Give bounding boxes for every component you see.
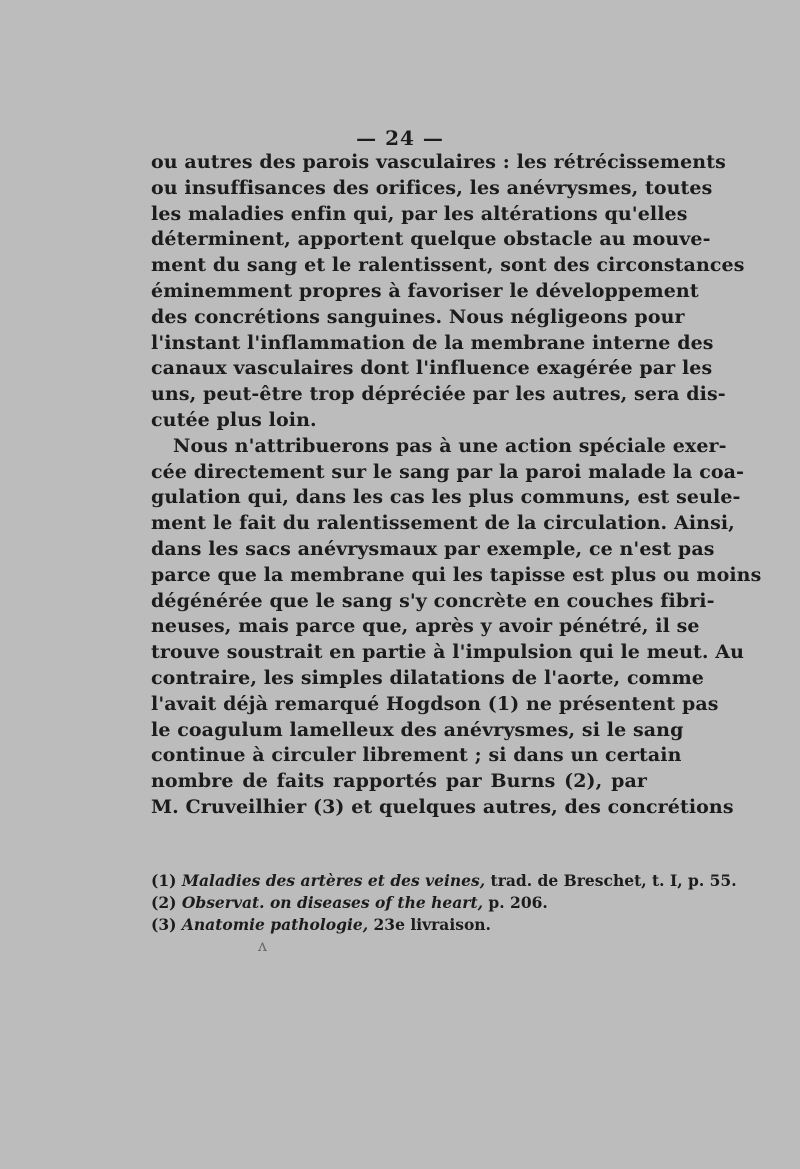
text-line: cutée plus loin.	[151, 408, 317, 431]
text-line: cée directement sur le sang par la paroi malade la coa-	[151, 460, 745, 483]
page-number: — 24 —	[356, 126, 444, 150]
text-line: parce que la membrane qui les tapisse est plus ou moins	[151, 563, 762, 586]
text-line: l'instant l'inflammation de la membrane interne des	[151, 331, 714, 354]
text-line: dans les sacs anévrysmaux par exemple, ce n'est pas	[151, 537, 715, 560]
text-line: ou insuffisances des orifices, les anévrysmes, toutes	[151, 176, 713, 199]
footnote-detail: trad. de Breschet, t. I, p. 55.	[485, 871, 737, 890]
footnote-number: (1)	[151, 871, 177, 890]
text-line: des concrétions sanguines. Nous négligeons pour	[151, 305, 685, 328]
text-line: ou autres des parois vasculaires : les rétrécissements	[151, 151, 726, 173]
text-line: contraire, les simples dilatations de l'aorte, comme	[151, 666, 704, 689]
text-line: nombre de faits rapportés par Burns (2), par	[151, 770, 647, 793]
text-line: uns, peut-être trop dépréciée par les autres, sera dis-	[151, 383, 726, 406]
text-line: dégénérée que le sang s'y concrète en couches fibri-	[151, 589, 715, 612]
footnote	[151, 914, 647, 936]
footnote-title: Observat. on diseases of the heart,	[181, 893, 484, 912]
text-line: gulation qui, dans les cas les plus communs, est seule-	[151, 486, 741, 509]
text-line: canaux vasculaires dont l'influence exagérée par les	[151, 357, 713, 380]
text-line: trouve soustrait en partie à l'impulsion qui le meut. Au	[151, 641, 745, 664]
text-line: continue à circuler librement ; si dans un certain	[151, 744, 682, 767]
footnote-number: (3)	[151, 915, 177, 934]
footnote-title: Anatomie pathologie,	[181, 915, 369, 934]
footnote-detail: 23e livraison.	[368, 915, 491, 934]
footnote-detail: p. 206.	[483, 893, 548, 912]
text-line: le coagulum lamelleux des anévrysmes, si le sang	[151, 718, 684, 741]
footnote	[151, 892, 647, 914]
text-line: M. Cruveilhier (3) et quelques autres, des concrétions	[151, 795, 734, 818]
text-line: les maladies enfin qui, par les altérations qu'elles	[151, 202, 688, 225]
body-text	[151, 150, 762, 821]
text-line: ment du sang et le ralentissent, sont des circonstances	[151, 254, 745, 277]
footnotes	[151, 870, 737, 936]
footnote	[151, 870, 737, 892]
text-line: déterminent, apportent quelque obstacle au mouve-	[151, 228, 711, 251]
footnote-number: (2)	[151, 893, 177, 912]
text-line: l'avait déjà remarqué Hogdson (1) ne présentent pas	[151, 692, 719, 715]
text-line: neuses, mais parce que, après y avoir pénétré, il se	[151, 615, 700, 638]
text-line: éminemment propres à favoriser le développement	[151, 279, 699, 302]
text-line: Nous n'attribuerons pas à une action spéciale exer-	[173, 434, 727, 457]
text-line: ment le fait du ralentissement de la circulation. Ainsi,	[151, 512, 735, 535]
footnote-title: Maladies des artères et des veines,	[181, 871, 486, 890]
signature-mark: ʌ	[258, 936, 268, 955]
